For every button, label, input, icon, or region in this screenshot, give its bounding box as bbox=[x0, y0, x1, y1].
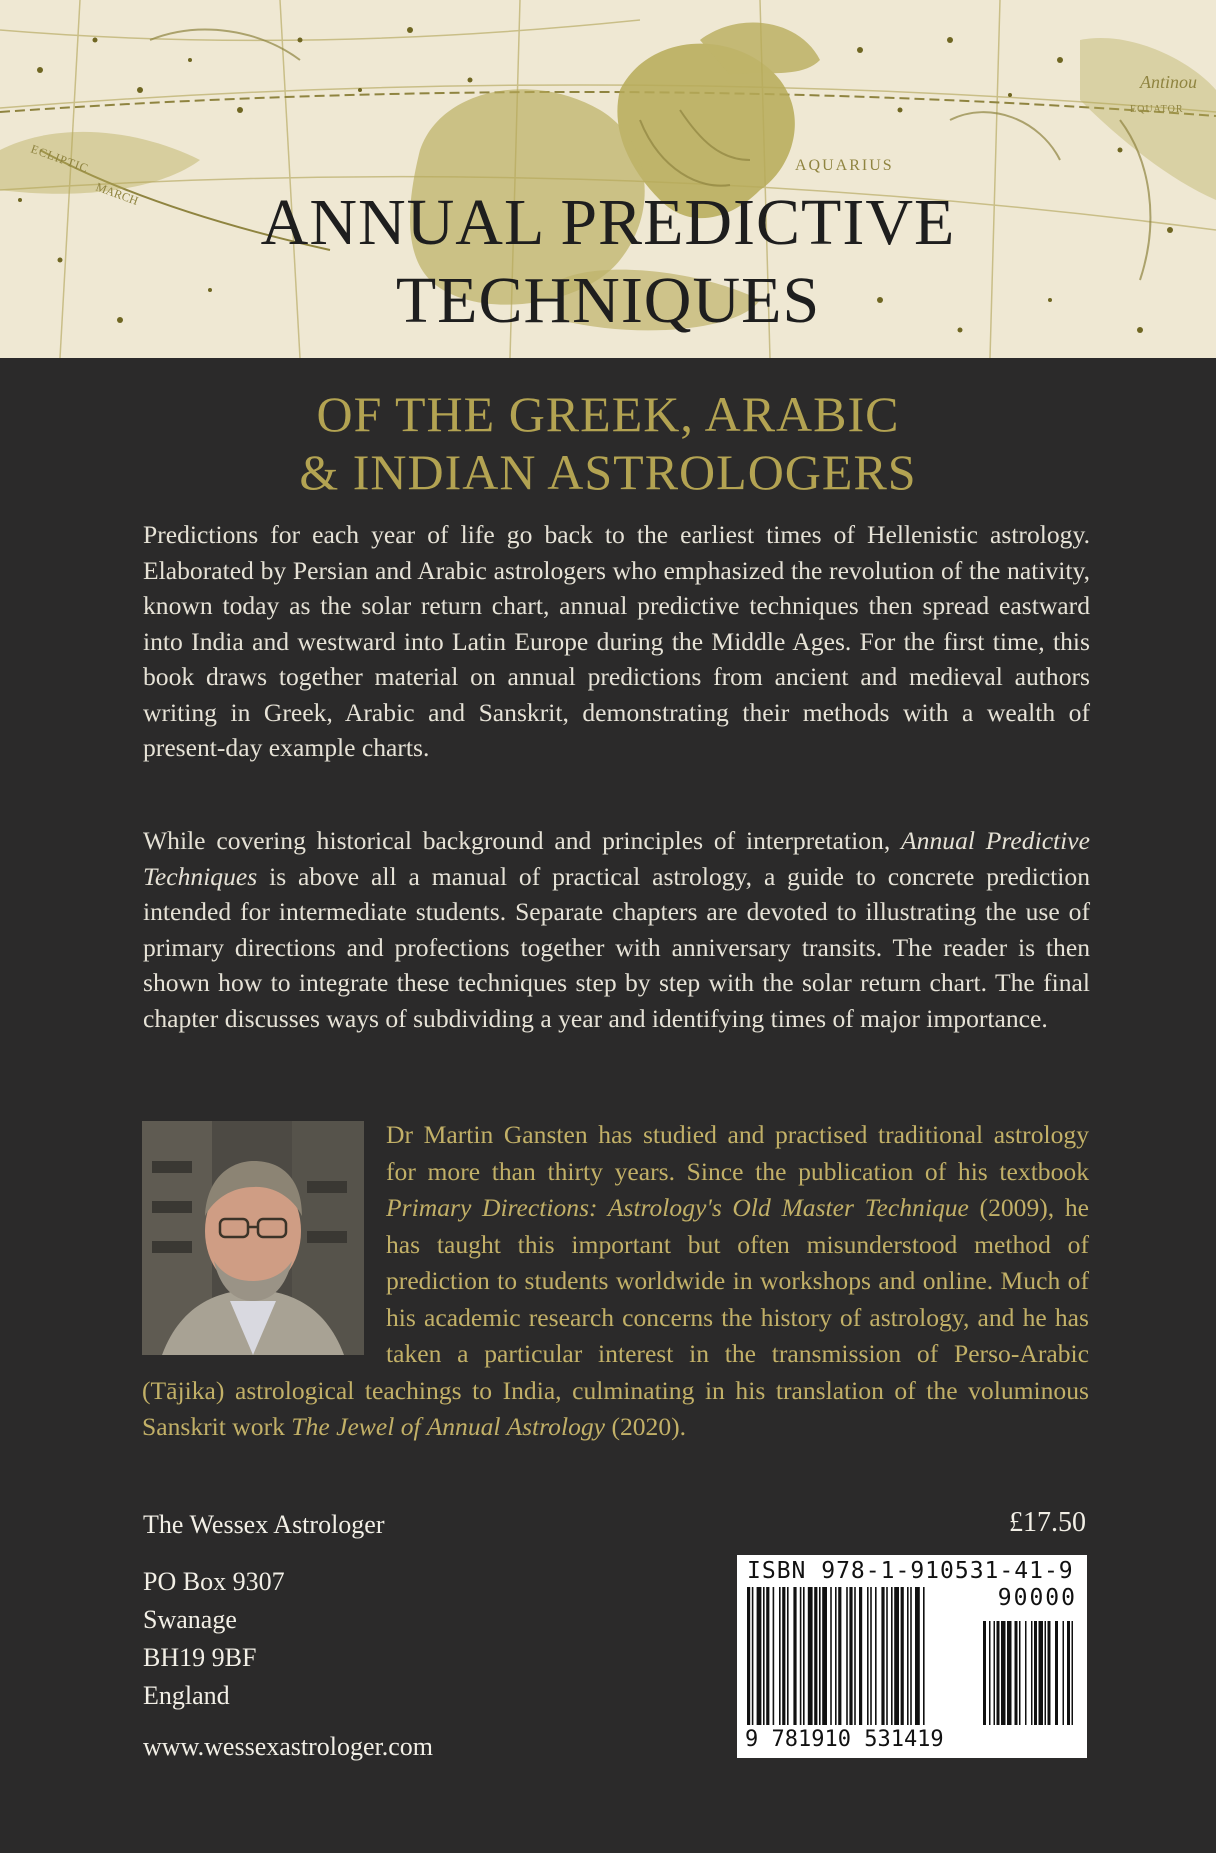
addon-bar bbox=[1045, 1621, 1047, 1725]
barcode-bar bbox=[881, 1587, 884, 1725]
barcode-bar bbox=[787, 1587, 789, 1725]
addon-bar bbox=[1015, 1621, 1018, 1725]
barcode-bar bbox=[747, 1587, 750, 1725]
barcode-addon-code: 90000 bbox=[997, 1585, 1077, 1611]
isbn-barcode bbox=[737, 1555, 1087, 1758]
bio-text-a: Dr Martin Gansten has studied and practised traditional astrology for more than thirty years. Since the publication of his textbook bbox=[386, 1120, 1089, 1186]
barcode-bar bbox=[835, 1587, 837, 1725]
bio-book-1: Primary Directions: Astrology's Old Master Technique bbox=[386, 1193, 969, 1222]
map-label-ecliptic: ECLIPTIC bbox=[28, 141, 91, 176]
para2-text-b: is above all a manual of practical astrology, a guide to concrete prediction intended for intermediate students. Separate chapters are devoted to illustrating the use of primary directions and profections together with anniversary transits. The reader is then shown how to integrate these techniques step by step with the solar return chart. The final chapter discusses ways of subdividing a year and identifying times of major importance. bbox=[143, 861, 1090, 1033]
star-map-banner bbox=[0, 0, 1216, 358]
description-paragraph-2 bbox=[143, 823, 1090, 1036]
map-label-march: MARCH bbox=[93, 179, 141, 208]
barcode-bar bbox=[867, 1587, 869, 1725]
publisher-name: The Wessex Astrologer bbox=[143, 1510, 385, 1539]
book-title-line-1: ANNUAL PREDICTIVE bbox=[260, 186, 956, 259]
barcode-bar bbox=[901, 1587, 904, 1725]
barcode-bar bbox=[875, 1587, 877, 1725]
barcode-bar bbox=[891, 1587, 893, 1725]
subtitle-line-2: & INDIAN ASTROLOGERS bbox=[299, 444, 917, 500]
para2-book-title: Annual Predictive Techniques bbox=[143, 826, 1090, 891]
barcode-bar bbox=[779, 1587, 781, 1725]
barcode-bar bbox=[907, 1587, 909, 1725]
barcode-bar bbox=[793, 1587, 796, 1725]
addon-bar bbox=[1034, 1621, 1037, 1725]
book-subtitle bbox=[0, 385, 1216, 501]
addon-bar bbox=[1031, 1621, 1033, 1725]
barcode-bar bbox=[894, 1587, 899, 1725]
addon-bar bbox=[1048, 1621, 1051, 1725]
barcode-bar bbox=[814, 1587, 817, 1725]
addon-bar bbox=[989, 1621, 991, 1725]
book-title-line-2: TECHNIQUES bbox=[395, 264, 821, 337]
barcode-bar bbox=[870, 1587, 872, 1725]
author-photo bbox=[142, 1121, 364, 1355]
addon-bar bbox=[983, 1621, 986, 1725]
barcode-bar bbox=[803, 1587, 805, 1725]
barcode-bar bbox=[822, 1587, 827, 1725]
barcode-bar bbox=[859, 1587, 862, 1725]
addon-bar bbox=[1063, 1621, 1065, 1725]
addon-bar bbox=[1025, 1621, 1027, 1725]
addon-bar bbox=[1001, 1621, 1006, 1725]
bio-text-b: (2009), he has taught this important but often misunderstood method of prediction to students worldwide in workshops and online. Much of his academic research concerns the history of astrology, and he has taken a particular interest in the transmission of Perso-Arabic (Tājika) astrological teachings to India, culminating in his translation of the voluminous Sanskrit work bbox=[142, 1193, 1090, 1441]
address-line: Swanage bbox=[143, 1605, 237, 1634]
publisher-address bbox=[143, 1563, 285, 1715]
barcode-bar bbox=[757, 1587, 762, 1725]
publisher-website[interactable]: www.wessexastrologer.com bbox=[143, 1732, 434, 1761]
addon-bar bbox=[1055, 1621, 1058, 1725]
barcode-bar bbox=[773, 1587, 775, 1725]
map-label-antinous: Antinou bbox=[1140, 72, 1197, 92]
barcode-bar bbox=[830, 1587, 832, 1725]
bio-text-c: (2020). bbox=[605, 1412, 687, 1441]
barcode-bar bbox=[886, 1587, 888, 1725]
addon-bar bbox=[1039, 1621, 1044, 1725]
barcode-bar bbox=[752, 1587, 754, 1725]
barcode-ean-digits: 9 781910 531419 bbox=[745, 1727, 944, 1752]
barcode-bar bbox=[854, 1587, 856, 1725]
addon-bar bbox=[994, 1621, 996, 1725]
address-line: England bbox=[143, 1681, 230, 1710]
bio-book-2: The Jewel of Annual Astrology bbox=[291, 1412, 606, 1441]
barcode-bar bbox=[808, 1587, 813, 1725]
isbn-label: ISBN 978-1-910531-41-9 bbox=[747, 1558, 1074, 1584]
addon-bar bbox=[997, 1621, 1000, 1725]
addon-bar bbox=[1007, 1621, 1012, 1725]
subtitle-line-1: OF THE GREEK, ARABIC bbox=[316, 386, 900, 442]
description-paragraph-1: Predictions for each year of life go back to the earliest times of Hellenistic astrology. Elaborated by Persian and Arabic astrologers who emphasized the revolution of the nativity, known today as the solar return chart, annual predictive techniques then spread eastward into India and westward into Latin Europe during the Middle Ages. For the first time, this book draws together material on annual predictions from ancient and medieval authors writing in Greek, Arabic and Sanskrit, demonstrating their methods with a wealth of present-day example charts. bbox=[143, 520, 1090, 762]
barcode-bar bbox=[763, 1587, 765, 1725]
price: £17.50 bbox=[1009, 1507, 1086, 1538]
barcode-bar bbox=[800, 1587, 802, 1725]
para2-text-a: While covering historical background and principles of interpretation, bbox=[143, 826, 902, 855]
barcode-bar bbox=[910, 1587, 912, 1725]
address-line: PO Box 9307 bbox=[143, 1567, 285, 1596]
addon-bar bbox=[1019, 1621, 1021, 1725]
addon-bar bbox=[1072, 1621, 1074, 1725]
map-label-equator: EQUATOR bbox=[1130, 104, 1184, 115]
barcode-bar bbox=[782, 1587, 785, 1725]
map-label-aquarius: AQUARIUS bbox=[795, 157, 894, 174]
barcode-bar bbox=[915, 1587, 920, 1725]
barcode-bar bbox=[923, 1587, 925, 1725]
address-line: BH19 9BF bbox=[143, 1643, 257, 1672]
addon-bar bbox=[1067, 1621, 1070, 1725]
barcode-bar bbox=[849, 1587, 852, 1725]
barcode-bar bbox=[838, 1587, 841, 1725]
barcode-bar bbox=[766, 1587, 769, 1725]
barcode-bar bbox=[846, 1587, 848, 1725]
barcode-bar bbox=[819, 1587, 821, 1725]
